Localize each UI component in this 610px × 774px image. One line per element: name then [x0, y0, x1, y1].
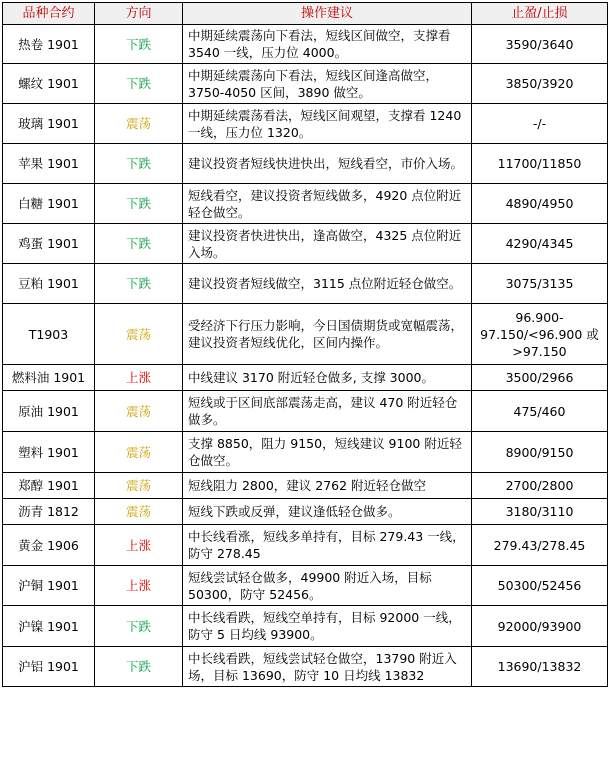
direction-cell: 上涨	[95, 525, 183, 566]
direction-cell: 震荡	[95, 473, 183, 499]
stop-cell: 3180/3110	[472, 499, 608, 525]
advice-cell: 建议投资者短线快进快出，短线看空，市价入场。	[183, 144, 472, 184]
stop-cell: -/-	[472, 104, 608, 144]
direction-cell: 下跌	[95, 224, 183, 264]
contract-cell: 沪铜 1901	[3, 566, 95, 606]
table-row	[3, 64, 608, 104]
table-row	[3, 25, 608, 64]
stop-cell: 475/460	[472, 391, 608, 432]
stop-cell: 4290/4345	[472, 224, 608, 264]
table-row	[3, 144, 608, 184]
direction-cell: 下跌	[95, 606, 183, 647]
stop-cell: 13690/13832	[472, 647, 608, 687]
contract-cell: T1903	[3, 304, 95, 365]
table-row	[3, 432, 608, 473]
advice-cell: 中长线看涨，短线多单持有，目标 279.43 一线，防守 278.45	[183, 525, 472, 566]
header-contract: 品种合约	[3, 3, 95, 25]
advice-cell: 中长线看跌，短线尝试轻仓做空，13790 附近入场，目标 13690，防守 10 日均线 13832	[183, 647, 472, 687]
contract-cell: 沪镍 1901	[3, 606, 95, 647]
advice-cell: 中期延续震荡向下看法，短线区间逢高做空，3750-4050 区间，3890 做空。	[183, 64, 472, 104]
table-row	[3, 606, 608, 647]
contract-cell: 螺纹 1901	[3, 64, 95, 104]
advice-cell: 支撑 8850，阻力 9150，短线建议 9100 附近轻仓做空。	[183, 432, 472, 473]
stop-cell: 3590/3640	[472, 25, 608, 64]
futures-advice-table	[2, 2, 608, 687]
contract-cell: 沥青 1812	[3, 499, 95, 525]
header-direction: 方向	[95, 3, 183, 25]
stop-cell: 3075/3135	[472, 264, 608, 304]
table-row	[3, 647, 608, 687]
advice-cell: 短线或于区间底部震荡走高，建议 470 附近轻仓做多。	[183, 391, 472, 432]
header-stop: 止盈/止损	[472, 3, 608, 25]
contract-cell: 郑醇 1901	[3, 473, 95, 499]
direction-cell: 下跌	[95, 25, 183, 64]
direction-cell: 震荡	[95, 304, 183, 365]
table-row	[3, 566, 608, 606]
advice-cell: 短线尝试轻仓做多，49900 附近入场，目标 50300，防守 52456。	[183, 566, 472, 606]
direction-cell: 上涨	[95, 566, 183, 606]
direction-cell: 下跌	[95, 184, 183, 224]
table-header-row	[3, 3, 608, 25]
advice-cell: 建议投资者短线做空，3115 点位附近轻仓做空。	[183, 264, 472, 304]
stop-cell: 11700/11850	[472, 144, 608, 184]
advice-cell: 中期延续震荡向下看法，短线区间做空，支撑看 3540 一线，压力位 4000。	[183, 25, 472, 64]
advice-cell: 中长线看跌，短线空单持有，目标 92000 一线，防守 5 日均线 93900。	[183, 606, 472, 647]
contract-cell: 豆粕 1901	[3, 264, 95, 304]
direction-cell: 下跌	[95, 264, 183, 304]
table-row	[3, 473, 608, 499]
direction-cell: 下跌	[95, 64, 183, 104]
stop-cell: 2700/2800	[472, 473, 608, 499]
stop-cell: 8900/9150	[472, 432, 608, 473]
stop-cell: 50300/52456	[472, 566, 608, 606]
advice-cell: 中线建议 3170 附近轻仓做多, 支撑 3000。	[183, 365, 472, 391]
contract-cell: 白糖 1901	[3, 184, 95, 224]
contract-cell: 热卷 1901	[3, 25, 95, 64]
stop-cell: 92000/93900	[472, 606, 608, 647]
table-row	[3, 365, 608, 391]
stop-cell: 3500/2966	[472, 365, 608, 391]
table-row	[3, 264, 608, 304]
table-row	[3, 224, 608, 264]
contract-cell: 玻璃 1901	[3, 104, 95, 144]
direction-cell: 震荡	[95, 499, 183, 525]
stop-cell: 96.900-97.150/<96.900 或>97.150	[472, 304, 608, 365]
contract-cell: 塑料 1901	[3, 432, 95, 473]
contract-cell: 苹果 1901	[3, 144, 95, 184]
table-row	[3, 525, 608, 566]
table-row	[3, 104, 608, 144]
advice-cell: 短线下跌或反弹，建议逢低轻仓做多。	[183, 499, 472, 525]
direction-cell: 下跌	[95, 144, 183, 184]
advice-cell: 短线看空，建议投资者短线做多，4920 点位附近轻仓做空。	[183, 184, 472, 224]
header-advice: 操作建议	[183, 3, 472, 25]
advice-cell: 受经济下行压力影响，今日国债期货或宽幅震荡，建议投资者短线优化，区间内操作。	[183, 304, 472, 365]
direction-cell: 上涨	[95, 365, 183, 391]
contract-cell: 鸡蛋 1901	[3, 224, 95, 264]
stop-cell: 279.43/278.45	[472, 525, 608, 566]
table-row	[3, 499, 608, 525]
contract-cell: 燃料油 1901	[3, 365, 95, 391]
table-row	[3, 184, 608, 224]
stop-cell: 3850/3920	[472, 64, 608, 104]
contract-cell: 原油 1901	[3, 391, 95, 432]
table-row	[3, 391, 608, 432]
stop-cell: 4890/4950	[472, 184, 608, 224]
advice-cell: 中期延续震荡看法，短线区间观望，支撑看 1240 一线，压力位 1320。	[183, 104, 472, 144]
advice-cell: 建议投资者快进快出，逢高做空，4325 点位附近入场。	[183, 224, 472, 264]
direction-cell: 震荡	[95, 391, 183, 432]
contract-cell: 黄金 1906	[3, 525, 95, 566]
direction-cell: 震荡	[95, 104, 183, 144]
contract-cell: 沪铝 1901	[3, 647, 95, 687]
direction-cell: 下跌	[95, 647, 183, 687]
advice-cell: 短线阻力 2800，建议 2762 附近轻仓做空	[183, 473, 472, 499]
direction-cell: 震荡	[95, 432, 183, 473]
table-row	[3, 304, 608, 365]
table-body	[3, 25, 608, 687]
